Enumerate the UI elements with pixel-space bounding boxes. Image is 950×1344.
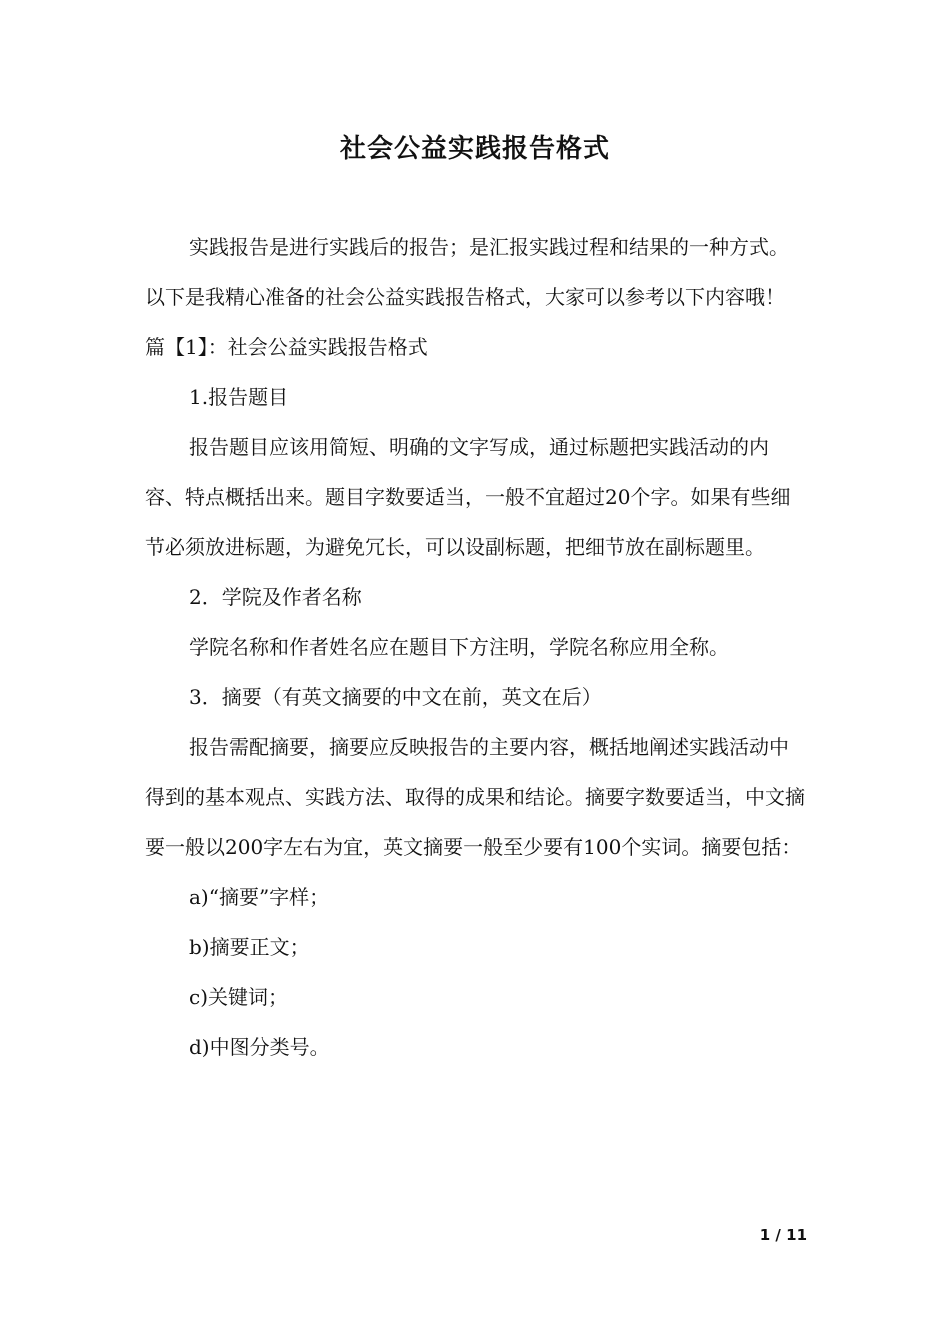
item-heading-college-author: 2．学院及作者名称 xyxy=(189,585,362,609)
section-heading: 篇【1】：社会公益实践报告格式 xyxy=(145,335,428,359)
list-item-a: a)“摘要”字样； xyxy=(189,885,330,909)
list-item-d: d)中图分类号。 xyxy=(189,1035,330,1059)
paragraph-abstract: 报告需配摘要，摘要应反映报告的主要内容，概括地阐述实践活动中得到的基本观点、实践方法、取得的成果和结论。摘要字数要适当，中文摘要一般以200字左右为宜，英文摘要一般至少要有100个实词。摘要包括： xyxy=(145,735,805,859)
paragraph-intro: 实践报告是进行实践后的报告；是汇报实践过程和结果的一种方式。以下是我精心准备的社会公益实践报告格式，大家可以参考以下内容哦！ xyxy=(145,235,789,309)
document-title: 社会公益实践报告格式 xyxy=(339,134,610,164)
paragraph-report-title: 报告题目应该用简短、明确的文字写成，通过标题把实践活动的内容、特点概括出来。题目字数要适当，一般不宜超过20个字。如果有些细节必须放进标题，为避免冗长，可以设副标题，把细节放在副标题里。 xyxy=(145,435,791,559)
page-number: 1 / 11 xyxy=(759,1226,807,1244)
paragraph-college-author: 学院名称和作者姓名应在题目下方注明，学院名称应用全称。 xyxy=(189,635,729,659)
item-heading-abstract: 3．摘要（有英文摘要的中文在前，英文在后） xyxy=(189,685,602,709)
list-item-c: c)关键词； xyxy=(189,985,289,1009)
document-body xyxy=(145,222,807,1072)
item-heading-report-title: 1.报告题目 xyxy=(189,385,289,409)
list-item-b: b)摘要正文； xyxy=(189,935,310,959)
